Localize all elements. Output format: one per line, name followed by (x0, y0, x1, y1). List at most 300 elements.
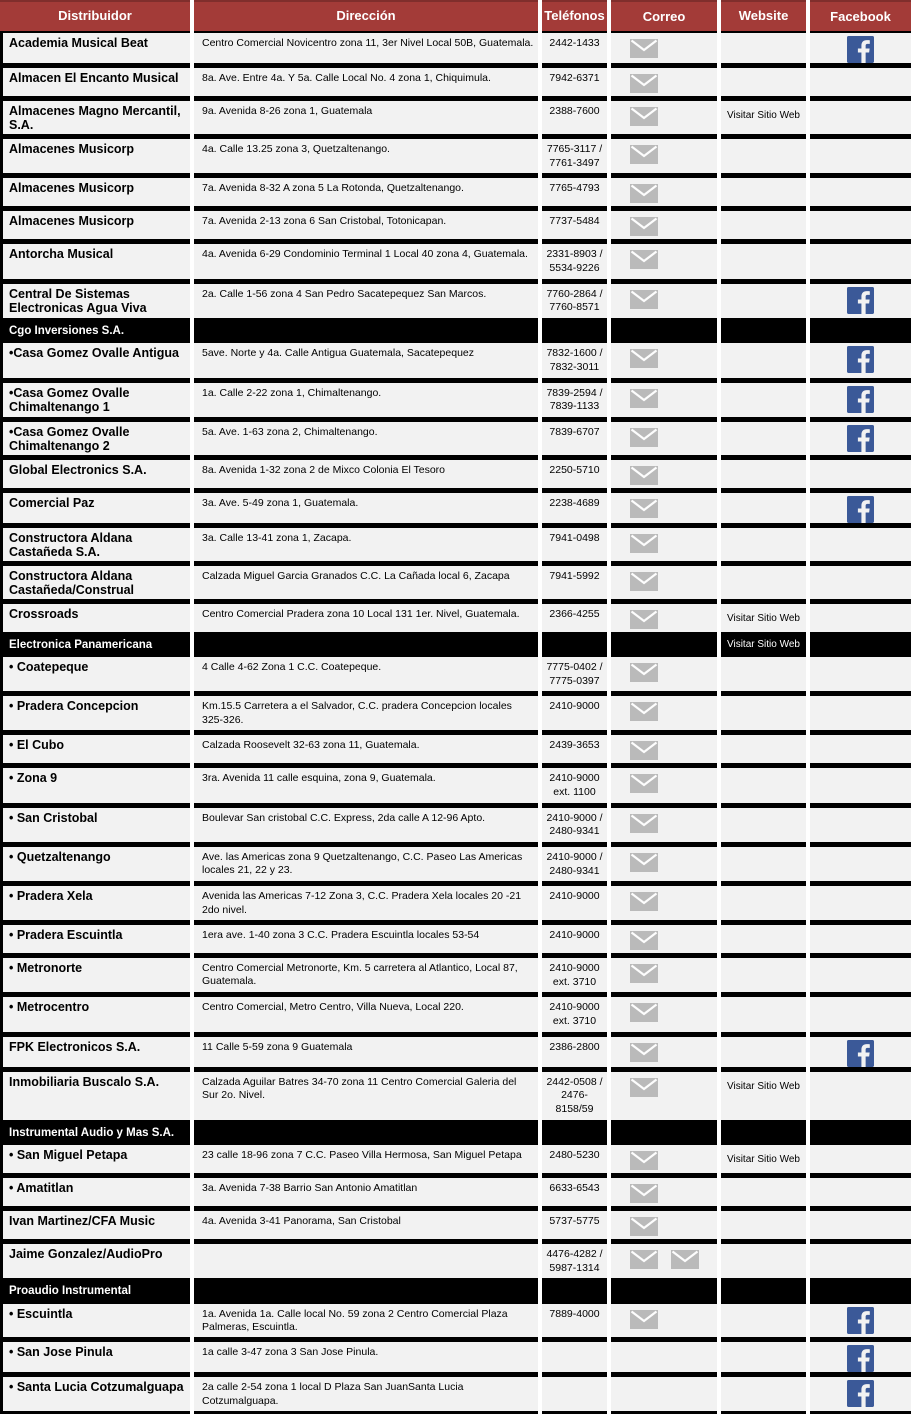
table-row (0, 176, 911, 209)
table-row (0, 956, 911, 995)
table-row (0, 1176, 911, 1209)
distributor-name: Constructora Aldana Castañeda S.A. (0, 526, 190, 564)
envelope-icon[interactable] (630, 1217, 658, 1236)
facebook-cell (810, 956, 911, 995)
phones-cell: 2410-9000 (542, 923, 607, 956)
email-cell (611, 321, 717, 341)
website-cell (721, 1302, 806, 1341)
distributor-name: •Casa Gomez Ovalle Antigua (0, 341, 190, 380)
table-row (0, 845, 911, 884)
envelope-icon[interactable] (630, 349, 658, 368)
website-cell (721, 884, 806, 923)
table-row (0, 137, 911, 176)
distributor-name: • El Cubo (0, 733, 190, 766)
facebook-cell (810, 694, 911, 733)
envelope-icon[interactable] (630, 1250, 658, 1269)
website-cell (721, 341, 806, 380)
table-row (0, 420, 911, 458)
website-cell (721, 733, 806, 766)
facebook-cell (810, 458, 911, 491)
distributor-name: • San Cristobal (0, 806, 190, 845)
envelope-icon[interactable] (630, 1310, 658, 1329)
distributor-name: • Coatepeque (0, 655, 190, 694)
website-cell (721, 1035, 806, 1070)
distributor-name: Global Electronics S.A. (0, 458, 190, 491)
email-cell (611, 1123, 717, 1143)
website-cell (721, 806, 806, 845)
phones-cell (542, 321, 607, 341)
facebook-icon[interactable] (847, 1345, 874, 1372)
envelope-icon[interactable] (630, 774, 658, 793)
header-telefonos: Teléfonos (542, 0, 607, 31)
table-row (0, 1340, 911, 1375)
website-cell (721, 1375, 806, 1414)
phones-cell: 7832-1600 / 7832-3011 (542, 341, 607, 380)
facebook-cell (810, 1302, 911, 1341)
table-row (0, 766, 911, 805)
address-cell: Centro Comercial Pradera zona 10 Local 131 1er. Nivel, Guatemala. (194, 602, 538, 635)
address-cell: 7a. Avenida 8-32 A zona 5 La Rotonda, Quetzaltenango. (194, 176, 538, 209)
email-cell (611, 1302, 717, 1341)
address-cell: 4 Calle 4-62 Zona 1 C.C. Coatepeque. (194, 655, 538, 694)
envelope-icon[interactable] (630, 250, 658, 269)
facebook-cell (810, 99, 911, 137)
email-cell (611, 31, 717, 66)
website-cell (721, 1070, 806, 1123)
facebook-cell (810, 1281, 911, 1301)
table-row (0, 1143, 911, 1176)
phones-cell (542, 635, 607, 655)
website-cell (721, 635, 806, 655)
facebook-cell (810, 733, 911, 766)
phones-cell: 2250-5710 (542, 458, 607, 491)
distributor-name: •Casa Gomez Ovalle Chimaltenango 2 (0, 420, 190, 458)
envelope-icon[interactable] (630, 964, 658, 983)
website-link[interactable]: Visitar Sitio Web (727, 638, 800, 650)
address-cell: Centro Comercial Metronorte, Km. 5 carretera al Atlantico, Local 87, Guatemala. (194, 956, 538, 995)
address-cell (194, 1123, 538, 1143)
phones-cell: 7765-4793 (542, 176, 607, 209)
phones-cell: 2442-0508 / 2476-8158/59 (542, 1070, 607, 1123)
address-cell: 5a. Ave. 1-63 zona 2, Chimaltenango. (194, 420, 538, 458)
facebook-cell (810, 381, 911, 420)
facebook-cell (810, 176, 911, 209)
facebook-cell (810, 321, 911, 341)
website-cell (721, 1123, 806, 1143)
website-cell (721, 1209, 806, 1242)
table-row (0, 66, 911, 99)
facebook-icon[interactable] (847, 1380, 874, 1407)
facebook-cell (810, 1035, 911, 1070)
email-cell (611, 341, 717, 380)
website-cell (721, 766, 806, 805)
section-title: Instrumental Audio y Mas S.A. (0, 1123, 190, 1143)
envelope-icon[interactable] (630, 39, 658, 58)
facebook-cell (810, 1123, 911, 1143)
facebook-cell (810, 564, 911, 602)
address-cell: 7a. Avenida 2-13 zona 6 San Cristobal, Totonicapan. (194, 209, 538, 242)
facebook-icon[interactable] (847, 36, 874, 63)
envelope-icon[interactable] (630, 814, 658, 833)
envelope-icon[interactable] (630, 572, 658, 591)
section-row (0, 321, 911, 341)
facebook-cell (810, 66, 911, 99)
envelope-icon[interactable] (630, 499, 658, 518)
facebook-cell (810, 1375, 911, 1414)
distributor-name: • Escuintla (0, 1302, 190, 1341)
address-cell: 8a. Avenida 1-32 zona 2 de Mixco Colonia El Tesoro (194, 458, 538, 491)
table-row (0, 282, 911, 321)
distributor-name: Crossroads (0, 602, 190, 635)
phones-cell: 7941-5992 (542, 564, 607, 602)
phones-cell: 6633-6543 (542, 1176, 607, 1209)
website-cell (721, 137, 806, 176)
header-facebook: Facebook (810, 0, 911, 31)
website-link[interactable]: Visitar Sitio Web (727, 1080, 800, 1092)
envelope-icon[interactable] (630, 702, 658, 721)
address-cell (194, 321, 538, 341)
table-row (0, 242, 911, 281)
distributor-name: Academia Musical Beat (0, 31, 190, 66)
website-cell (721, 458, 806, 491)
website-cell (721, 845, 806, 884)
address-cell: 5ave. Norte y 4a. Calle Antigua Guatemala, Sacatepequez (194, 341, 538, 380)
address-cell: Calzada Aguilar Batres 34-70 zona 11 Centro Comercial Galeria del Sur 2o. Nivel. (194, 1070, 538, 1123)
address-cell: 1a calle 3-47 zona 3 San Jose Pinula. (194, 1340, 538, 1375)
section-row (0, 635, 911, 655)
distributor-name: •Casa Gomez Ovalle Chimaltenango 1 (0, 381, 190, 420)
table-header-row (0, 0, 911, 31)
email-cell (611, 733, 717, 766)
distributor-name: Jaime Gonzalez/AudioPro (0, 1242, 190, 1281)
website-cell (721, 209, 806, 242)
address-cell: 23 calle 18-96 zona 7 C.C. Paseo Villa Hermosa, San Miguel Petapa (194, 1143, 538, 1176)
distributor-name: Antorcha Musical (0, 242, 190, 281)
envelope-icon[interactable] (630, 1184, 658, 1203)
distributor-name: Comercial Paz (0, 491, 190, 526)
email-cell (611, 884, 717, 923)
phones-cell: 2388-7600 (542, 99, 607, 137)
address-cell: Calzada Miguel Garcia Granados C.C. La Cañada local 6, Zacapa (194, 564, 538, 602)
address-cell (194, 635, 538, 655)
header-distribuidor: Distribuidor (0, 0, 190, 31)
phones-cell: 2439-3653 (542, 733, 607, 766)
website-cell (721, 602, 806, 635)
address-cell: Centro Comercial Novicentro zona 11, 3er Nivel Local 50B, Guatemala. (194, 31, 538, 66)
section-title: Electronica Panamericana (0, 635, 190, 655)
facebook-cell (810, 1340, 911, 1375)
envelope-icon[interactable] (630, 1151, 658, 1170)
email-cell (611, 694, 717, 733)
distributor-name: Almacenes Musicorp (0, 209, 190, 242)
website-link[interactable]: Visitar Sitio Web (727, 110, 800, 121)
envelope-icon[interactable] (630, 931, 658, 950)
phones-cell (542, 1375, 607, 1414)
website-cell (721, 321, 806, 341)
website-cell (721, 995, 806, 1034)
phones-cell: 2410-9000 / 2480-9341 (542, 845, 607, 884)
table-row (0, 458, 911, 491)
envelope-icon[interactable] (630, 610, 658, 629)
email-cell (611, 1375, 717, 1414)
phones-cell: 2410-9000 ext. 1100 (542, 766, 607, 805)
header-direccion: Dirección (194, 0, 538, 31)
envelope-icon[interactable] (630, 145, 658, 164)
table-row (0, 564, 911, 602)
facebook-cell (810, 242, 911, 281)
phones-cell: 7760-2864 / 7760-8571 (542, 282, 607, 321)
distributor-name: • Pradera Concepcion (0, 694, 190, 733)
website-cell (721, 31, 806, 66)
email-cell (611, 242, 717, 281)
phones-cell (542, 1123, 607, 1143)
header-correo: Correo (611, 0, 717, 31)
website-cell (721, 655, 806, 694)
address-cell: 1a. Avenida 1a. Calle local No. 59 zona 2 Centro Comercial Plaza Palmeras, Escuintla. (194, 1302, 538, 1341)
address-cell: 2a. Calle 1-56 zona 4 San Pedro Sacatepequez San Marcos. (194, 282, 538, 321)
address-cell: 3a. Ave. 5-49 zona 1, Guatemala. (194, 491, 538, 526)
envelope-icon[interactable] (630, 184, 658, 203)
table-row (0, 1242, 911, 1281)
email-cell (611, 1035, 717, 1070)
distributor-name: Almacen El Encanto Musical (0, 66, 190, 99)
table-row (0, 884, 911, 923)
website-cell (721, 1176, 806, 1209)
address-cell: Calzada Roosevelt 32-63 zona 11, Guatemala. (194, 733, 538, 766)
distributor-name: • San Jose Pinula (0, 1340, 190, 1375)
facebook-cell (810, 31, 911, 66)
envelope-icon[interactable] (630, 534, 658, 553)
phones-cell: 2442-1433 (542, 31, 607, 66)
address-cell (194, 1281, 538, 1301)
distributor-name: Almacenes Magno Mercantil, S.A. (0, 99, 190, 137)
facebook-cell (810, 526, 911, 564)
table-row (0, 1375, 911, 1414)
email-cell (611, 564, 717, 602)
envelope-icon[interactable] (630, 107, 658, 126)
phones-cell: 2410-9000 (542, 694, 607, 733)
distributor-name: Central De Sistemas Electronicas Agua Viva (0, 282, 190, 321)
table-row (0, 1302, 911, 1341)
email-cell (611, 635, 717, 655)
email-cell (611, 1143, 717, 1176)
email-cell (611, 766, 717, 805)
distributor-name: • Pradera Xela (0, 884, 190, 923)
envelope-icon[interactable] (630, 466, 658, 485)
facebook-icon[interactable] (847, 425, 874, 452)
email-cell (611, 1281, 717, 1301)
website-cell (721, 66, 806, 99)
table-row (0, 1035, 911, 1070)
table-row (0, 491, 911, 526)
table-row (0, 99, 911, 137)
address-cell: Boulevar San cristobal C.C. Express, 2da calle A 12-96 Apto. (194, 806, 538, 845)
envelope-icon[interactable] (630, 428, 658, 447)
address-cell: 11 Calle 5-59 zona 9 Guatemala (194, 1035, 538, 1070)
facebook-cell (810, 923, 911, 956)
envelope-icon[interactable] (630, 389, 658, 408)
table-row (0, 602, 911, 635)
email-cell (611, 956, 717, 995)
email-cell (611, 99, 717, 137)
facebook-cell (810, 602, 911, 635)
section-row (0, 1281, 911, 1301)
phones-cell: 7839-6707 (542, 420, 607, 458)
email-cell (611, 526, 717, 564)
envelope-icon[interactable] (630, 741, 658, 760)
distributor-name: Almacenes Musicorp (0, 176, 190, 209)
table-row (0, 995, 911, 1034)
table-row (0, 526, 911, 564)
email-cell (611, 1209, 717, 1242)
facebook-cell (810, 1143, 911, 1176)
phones-cell: 7889-4000 (542, 1302, 607, 1341)
email-cell (611, 655, 717, 694)
address-cell: 4a. Avenida 6-29 Condominio Terminal 1 Local 40 zona 4, Guatemala. (194, 242, 538, 281)
email-cell (611, 1340, 717, 1375)
website-link[interactable]: Visitar Sitio Web (727, 612, 800, 624)
email-cell (611, 282, 717, 321)
phones-cell: 2480-5230 (542, 1143, 607, 1176)
phones-cell: 2238-4689 (542, 491, 607, 526)
email-cell (611, 602, 717, 635)
facebook-icon[interactable] (847, 346, 874, 373)
phones-cell: 2410-9000 / 2480-9341 (542, 806, 607, 845)
phones-cell (542, 1340, 607, 1375)
facebook-icon[interactable] (847, 496, 874, 523)
phones-cell: 7941-0498 (542, 526, 607, 564)
address-cell: 3a. Avenida 7-38 Barrio San Antonio Amatitlan (194, 1176, 538, 1209)
envelope-icon[interactable] (630, 217, 658, 236)
envelope-icon[interactable] (630, 853, 658, 872)
envelope-icon[interactable] (671, 1250, 699, 1269)
facebook-icon[interactable] (847, 386, 874, 413)
address-cell: 1era ave. 1-40 zona 3 C.C. Pradera Escuintla locales 53-54 (194, 923, 538, 956)
website-cell (721, 282, 806, 321)
address-cell: 4a. Calle 13.25 zona 3, Quetzaltenango. (194, 137, 538, 176)
address-cell (194, 1242, 538, 1281)
email-cell (611, 1242, 717, 1281)
envelope-icon[interactable] (630, 1078, 658, 1097)
address-cell: 3ra. Avenida 11 calle esquina, zona 9, Guatemala. (194, 766, 538, 805)
envelope-icon[interactable] (630, 1043, 658, 1062)
facebook-cell (810, 806, 911, 845)
phones-cell: 2410-9000 ext. 3710 (542, 956, 607, 995)
facebook-cell (810, 491, 911, 526)
envelope-icon[interactable] (630, 290, 658, 309)
table-row (0, 31, 911, 66)
address-cell: Avenida las Americas 7-12 Zona 3, C.C. Pradera Xela locales 20 -21 2do nivel. (194, 884, 538, 923)
address-cell: Centro Comercial, Metro Centro, Villa Nueva, Local 220. (194, 995, 538, 1034)
phones-cell: 2410-9000 ext. 3710 (542, 995, 607, 1034)
facebook-cell (810, 766, 911, 805)
table-row (0, 923, 911, 956)
distributor-name: Almacenes Musicorp (0, 137, 190, 176)
website-link[interactable]: Visitar Sitio Web (727, 1153, 800, 1165)
website-cell (721, 526, 806, 564)
table-row (0, 733, 911, 766)
section-title: Proaudio Instrumental (0, 1281, 190, 1301)
website-cell (721, 242, 806, 281)
distributor-name: Inmobiliaria Buscalo S.A. (0, 1070, 190, 1123)
address-cell: 1a. Calle 2-22 zona 1, Chimaltenango. (194, 381, 538, 420)
facebook-cell (810, 341, 911, 380)
envelope-icon[interactable] (630, 663, 658, 682)
facebook-cell (810, 282, 911, 321)
address-cell: 3a. Calle 13-41 zona 1, Zacapa. (194, 526, 538, 564)
table-row (0, 209, 911, 242)
table-row (0, 341, 911, 380)
distributor-name: • Santa Lucia Cotzumalguapa (0, 1375, 190, 1414)
facebook-cell (810, 635, 911, 655)
address-cell: 2a calle 2-54 zona 1 local D Plaza San JuanSanta Lucia Cotzumalguapa. (194, 1375, 538, 1414)
address-cell: 9a. Avenida 8-26 zona 1, Guatemala (194, 99, 538, 137)
website-cell (721, 956, 806, 995)
email-cell (611, 381, 717, 420)
facebook-cell (810, 1242, 911, 1281)
website-cell (721, 420, 806, 458)
website-cell (721, 1340, 806, 1375)
envelope-icon[interactable] (630, 1003, 658, 1022)
distributor-name: Constructora Aldana Castañeda/Construal (0, 564, 190, 602)
address-cell: 4a. Avenida 3-41 Panorama, San Cristobal (194, 1209, 538, 1242)
website-cell (721, 564, 806, 602)
email-cell (611, 806, 717, 845)
facebook-icon[interactable] (847, 287, 874, 314)
section-row (0, 1123, 911, 1143)
phones-cell: 7775-0402 / 7775-0397 (542, 655, 607, 694)
email-cell (611, 458, 717, 491)
section-title: Cgo Inversiones S.A. (0, 321, 190, 341)
email-cell (611, 923, 717, 956)
website-cell (721, 1242, 806, 1281)
website-cell (721, 1281, 806, 1301)
facebook-cell (810, 420, 911, 458)
distributor-name: Ivan Martinez/CFA Music (0, 1209, 190, 1242)
phones-cell: 7839-2594 / 7839-1133 (542, 381, 607, 420)
table-row (0, 806, 911, 845)
phones-cell: 7765-3117 / 7761-3497 (542, 137, 607, 176)
email-cell (611, 209, 717, 242)
email-cell (611, 995, 717, 1034)
phones-cell: 2331-8903 / 5534-9226 (542, 242, 607, 281)
facebook-cell (810, 1209, 911, 1242)
phones-cell (542, 1281, 607, 1301)
facebook-icon[interactable] (847, 1040, 874, 1067)
email-cell (611, 845, 717, 884)
distributor-name: • Amatitlan (0, 1176, 190, 1209)
website-cell (721, 1143, 806, 1176)
envelope-icon[interactable] (630, 892, 658, 911)
email-cell (611, 66, 717, 99)
address-cell: Ave. las Americas zona 9 Quetzaltenango, C.C. Paseo Las Americas locales 21, 22 y 23. (194, 845, 538, 884)
facebook-cell (810, 209, 911, 242)
distributor-name: • Pradera Escuintla (0, 923, 190, 956)
envelope-icon[interactable] (630, 74, 658, 93)
facebook-cell (810, 655, 911, 694)
distributor-name: • Zona 9 (0, 766, 190, 805)
facebook-cell (810, 845, 911, 884)
phones-cell: 2386-2800 (542, 1035, 607, 1070)
distributor-name: • Metronorte (0, 956, 190, 995)
table-row (0, 694, 911, 733)
phones-cell: 7942-6371 (542, 66, 607, 99)
facebook-cell (810, 995, 911, 1034)
distributor-name: • San Miguel Petapa (0, 1143, 190, 1176)
facebook-icon[interactable] (847, 1307, 874, 1334)
website-cell (721, 176, 806, 209)
email-cell (611, 420, 717, 458)
